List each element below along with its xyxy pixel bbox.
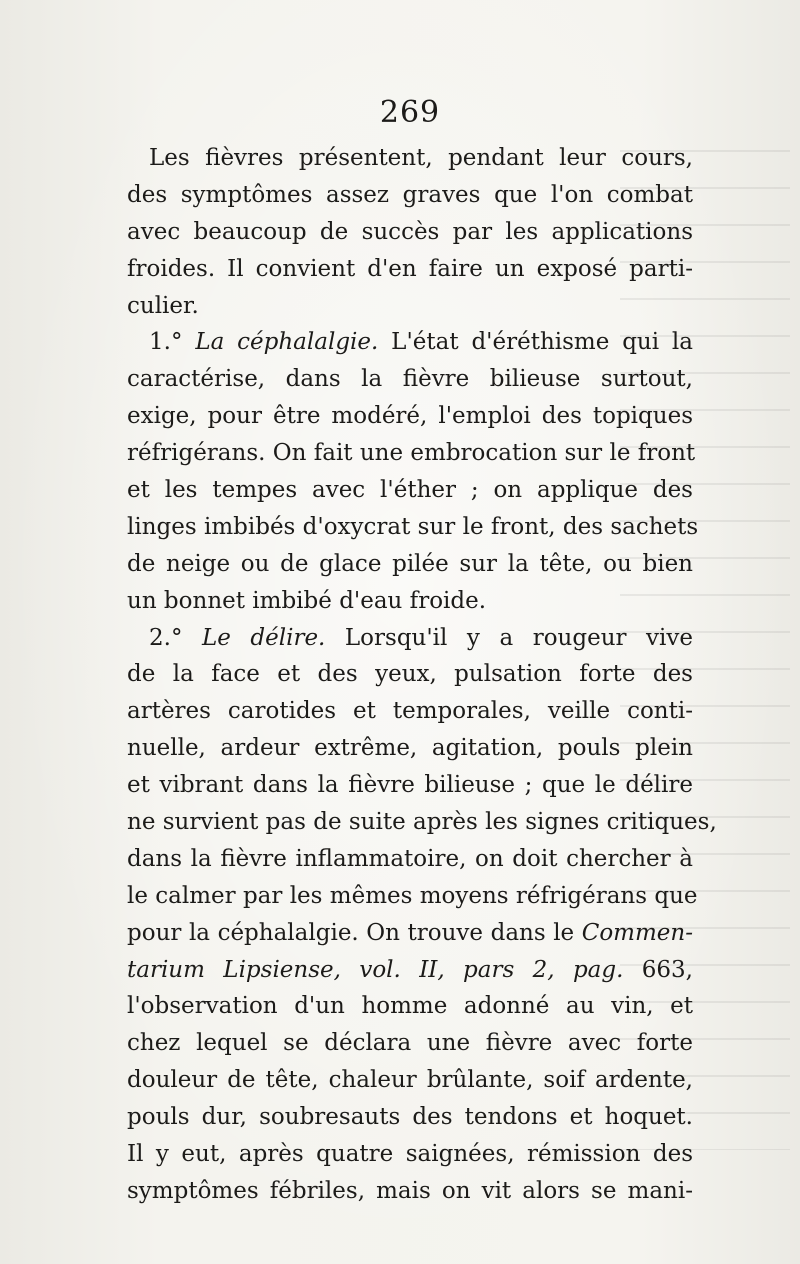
section-heading-line: 1.° La céphalalgie. L'état d'éréthisme qui la (149, 329, 694, 356)
text-line: pour la céphalalgie. On trouve dans le Commen- (127, 919, 693, 946)
text-line: pouls dur, soubresauts des tendons et hoquet. (127, 1104, 693, 1131)
text-line: artères carotides et temporales, veille conti- (127, 698, 693, 725)
text-line: et vibrant dans la fièvre bilieuse ; que le délire (127, 772, 693, 799)
text-line: Il y eut, après quatre saignées, rémission des (127, 1141, 693, 1168)
text-line: réfrigérans. On fait une embrocation sur le front (127, 440, 696, 467)
text-line: symptômes fébriles, mais on vit alors se mani- (127, 1177, 693, 1204)
text-line: tarium Lipsiense, vol. II, pars 2, pag. 663, (127, 956, 693, 983)
text-line: le calmer par les mêmes moyens réfrigérans que (127, 882, 698, 909)
citation-title: Commen- (581, 919, 693, 946)
text-line: caractérise, dans la fièvre bilieuse surtout, (127, 366, 693, 393)
text-line: Les fièvres présentent, pendant leur cours, (149, 145, 693, 171)
text-line: avec beaucoup de succès par les applications (127, 218, 693, 245)
text-line: de neige ou de glace pilée sur la tête, ou bien (127, 550, 693, 577)
text-line: douleur de tête, chaleur brûlante, soif ardente, (127, 1067, 693, 1094)
text-line: nuelle, ardeur extrême, agitation, pouls plein (127, 735, 693, 762)
text-line: linges imbibés d'oxycrat sur le front, des sachets (127, 513, 699, 540)
text-line: ne survient pas de suite après les signes critiques, (127, 809, 717, 836)
section-title: La céphalalgie. (195, 329, 379, 356)
page-number: 269 (379, 95, 441, 130)
section-number: 2.° (149, 624, 202, 651)
text-line: de la face et des yeux, pulsation forte des (127, 661, 693, 688)
text-line: chez lequel se déclara une fièvre avec forte (127, 1030, 693, 1057)
section-number: 1.° (149, 329, 196, 356)
text-line: dans la fièvre inflammatoire, on doit chercher à (127, 845, 693, 872)
body-text (127, 140, 717, 1210)
section-heading-line: 2.° Le délire. Lorsqu'il y a rougeur vive (149, 624, 693, 651)
text-line: l'observation d'un homme adonné au vin, et (127, 993, 693, 1020)
text-line: froides. Il convient d'en faire un exposé parti- (127, 255, 693, 282)
text-line: exige, pour être modéré, l'emploi des topiques (127, 403, 693, 430)
citation-title: tarium Lipsiense, vol. II, pars 2, pag. (127, 956, 624, 983)
text-line: culier. (127, 292, 199, 319)
text-line: un bonnet imbibé d'eau froide. (127, 587, 487, 614)
text-line: des symptômes assez graves que l'on combat (127, 181, 693, 208)
text-line: et les tempes avec l'éther ; on applique des (127, 477, 693, 504)
section-title: Le délire. (201, 624, 326, 651)
